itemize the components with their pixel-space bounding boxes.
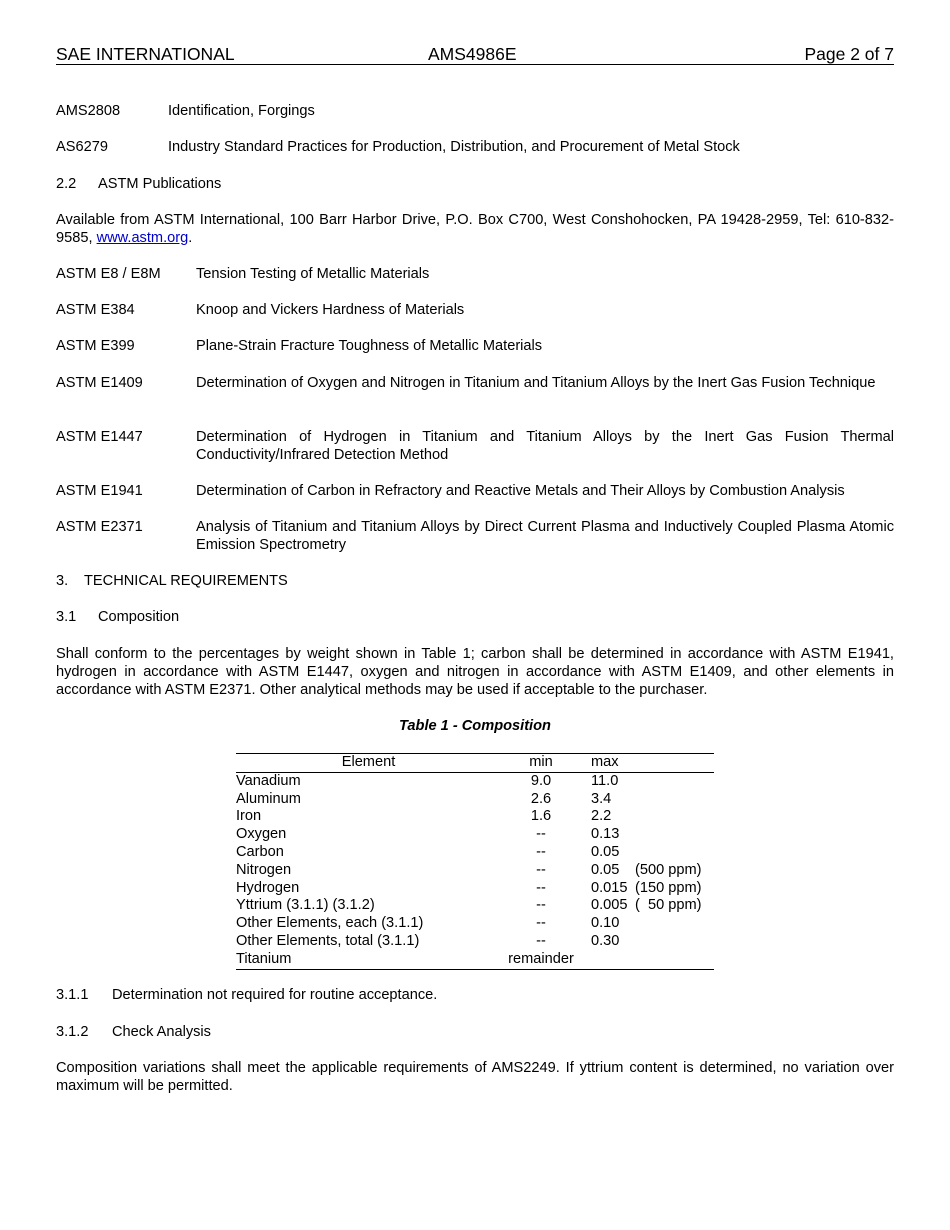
cell-element: Carbon	[236, 843, 284, 860]
reference-code: ASTM E399	[56, 338, 135, 354]
table-row	[236, 862, 714, 880]
section-text: Determination not required for routine acceptance.	[112, 987, 438, 1003]
section-number: 3.1.2	[56, 1024, 89, 1040]
table-header-row	[236, 754, 714, 773]
section-3-1-1	[56, 986, 894, 1004]
table-row	[236, 791, 714, 809]
cell-element: Other Elements, each (3.1.1)	[236, 915, 424, 932]
table-row	[236, 951, 714, 969]
cell-max: 0.13	[591, 826, 620, 843]
section-title: Composition	[98, 609, 180, 625]
cell-element: Yttrium (3.1.1) (3.1.2)	[236, 897, 375, 914]
cell-max: 2.2	[591, 808, 612, 825]
cell-ppm: (500 ppm)	[635, 861, 702, 878]
section-heading-3	[56, 572, 894, 590]
composition-paragraph: Shall conform to the percentages by weight shown in Table 1; carbon shall be determined in accordance with ASTM E1941, hydrogen in accordance with ASTM E1447, oxygen and nitrogen in accordance with ASTM E1409, and other elements in accordance with ASTM E2371. Other analytical methods may be used if acceptable to the purchaser.	[56, 646, 894, 698]
table-row	[236, 844, 714, 862]
section-title: TECHNICAL REQUIREMENTS	[84, 573, 288, 589]
cell-element: Aluminum	[236, 790, 301, 807]
section-heading-3-1	[56, 608, 894, 626]
section-title: ASTM Publications	[98, 176, 222, 192]
header-max: max	[591, 754, 619, 770]
header-min: min	[529, 754, 553, 770]
table-row	[236, 826, 714, 844]
astm-availability-paragraph	[56, 211, 894, 247]
cell-ppm	[635, 808, 714, 826]
cell-min: --	[536, 843, 546, 860]
table-row	[236, 897, 714, 915]
section-number: 3.	[56, 573, 69, 589]
reference-title: Determination of Hydrogen in Titanium and Titanium Alloys by the Inert Gas Fusion Thermal Conductivity/Infrared Detection Method	[196, 429, 894, 463]
availability-end: .	[188, 230, 193, 246]
reference-title: Industry Standard Practices for Production, Distribution, and Procurement of Metal Stock	[168, 139, 740, 155]
availability-text: Available from ASTM International, 100 Barr Harbor Drive, P.O. Box C700, West Conshohocken, PA 19428-2959, Tel: 610-832-9585,	[56, 212, 894, 246]
cell-max: 0.30	[591, 932, 620, 949]
cell-element: Vanadium	[236, 772, 301, 789]
section-heading-2-2	[56, 175, 894, 193]
table-row	[236, 808, 714, 826]
cell-element: Other Elements, total (3.1.1)	[236, 932, 420, 949]
reference-title: Determination of Oxygen and Nitrogen in Titanium and Titanium Alloys by the Inert Gas Fusion Technique	[196, 375, 876, 391]
cell-ppm	[635, 933, 714, 951]
cell-ppm	[635, 915, 714, 933]
header-org: SAE INTERNATIONAL	[56, 44, 235, 64]
astm-website-link[interactable]: www.astm.org	[96, 230, 189, 246]
reference-code: ASTM E1409	[56, 375, 143, 391]
cell-element: Hydrogen	[236, 879, 300, 896]
table-caption: Table 1 - Composition	[399, 718, 551, 734]
section-number: 3.1.1	[56, 987, 89, 1003]
section-title: Check Analysis	[112, 1024, 211, 1040]
header-doc-id: AMS4986E	[428, 44, 517, 64]
cell-min: --	[536, 897, 546, 914]
cell-element: Oxygen	[236, 826, 287, 843]
cell-element: Titanium	[236, 950, 292, 967]
reference-code: AMS2808	[56, 103, 121, 119]
reference-title: Identification, Forgings	[168, 103, 315, 119]
cell-max	[581, 951, 635, 969]
cell-max: 3.4	[591, 790, 612, 807]
reference-title: Tension Testing of Metallic Materials	[196, 266, 430, 282]
reference-title: Determination of Carbon in Refractory and Reactive Metals and Their Alloys by Combustion Analysis	[196, 483, 845, 499]
check-analysis-paragraph: Composition variations shall meet the applicable requirements of AMS2249. If yttrium content is determined, no variation over maximum will be permitted.	[56, 1060, 894, 1094]
cell-min: --	[536, 879, 546, 896]
cell-ppm	[635, 791, 714, 809]
reference-code: ASTM E1941	[56, 483, 143, 499]
table-body	[236, 772, 714, 969]
table-row	[236, 772, 714, 790]
reference-code: ASTM E2371	[56, 519, 143, 535]
cell-min: 9.0	[530, 772, 552, 789]
cell-min: --	[536, 826, 546, 843]
cell-min: remainder	[508, 950, 574, 967]
cell-min: --	[536, 915, 546, 932]
cell-ppm	[635, 844, 714, 862]
cell-ppm	[635, 951, 714, 969]
reference-code: ASTM E384	[56, 302, 135, 318]
cell-max: 0.015	[591, 879, 628, 896]
cell-max: 11.0	[591, 772, 619, 789]
cell-element: Iron	[236, 808, 262, 825]
reference-title: Plane-Strain Fracture Toughness of Metallic Materials	[196, 338, 543, 354]
section-number: 3.1	[56, 609, 77, 625]
reference-title: Knoop and Vickers Hardness of Materials	[196, 302, 465, 318]
table-row	[236, 933, 714, 951]
cell-max: 0.05	[591, 843, 620, 860]
cell-max: 0.005	[591, 897, 628, 914]
section-number: 2.2	[56, 176, 77, 192]
cell-max: 0.05	[591, 861, 620, 878]
cell-min: --	[536, 932, 546, 949]
table-row	[236, 915, 714, 933]
header-page-number: Page 2 of 7	[804, 44, 894, 64]
page-header	[56, 44, 894, 65]
cell-ppm: ( 50 ppm)	[635, 897, 702, 914]
cell-ppm: (150 ppm)	[635, 879, 702, 896]
reference-code: ASTM E1447	[56, 429, 143, 445]
composition-table	[236, 753, 714, 970]
cell-ppm	[635, 826, 714, 844]
table-row	[236, 880, 714, 898]
reference-code: ASTM E8 / E8M	[56, 266, 161, 282]
cell-element: Nitrogen	[236, 861, 292, 878]
header-element: Element	[341, 754, 396, 770]
cell-min: --	[536, 861, 546, 878]
cell-ppm	[635, 772, 714, 790]
cell-min: 1.6	[530, 808, 552, 825]
reference-title: Analysis of Titanium and Titanium Alloys by Direct Current Plasma and Inductively Coupled Plasma Atomic Emission Spectrometry	[196, 519, 894, 553]
section-heading-3-1-2	[56, 1023, 894, 1041]
reference-code: AS6279	[56, 139, 108, 155]
cell-min: 2.6	[530, 790, 552, 807]
cell-max: 0.10	[591, 915, 620, 932]
